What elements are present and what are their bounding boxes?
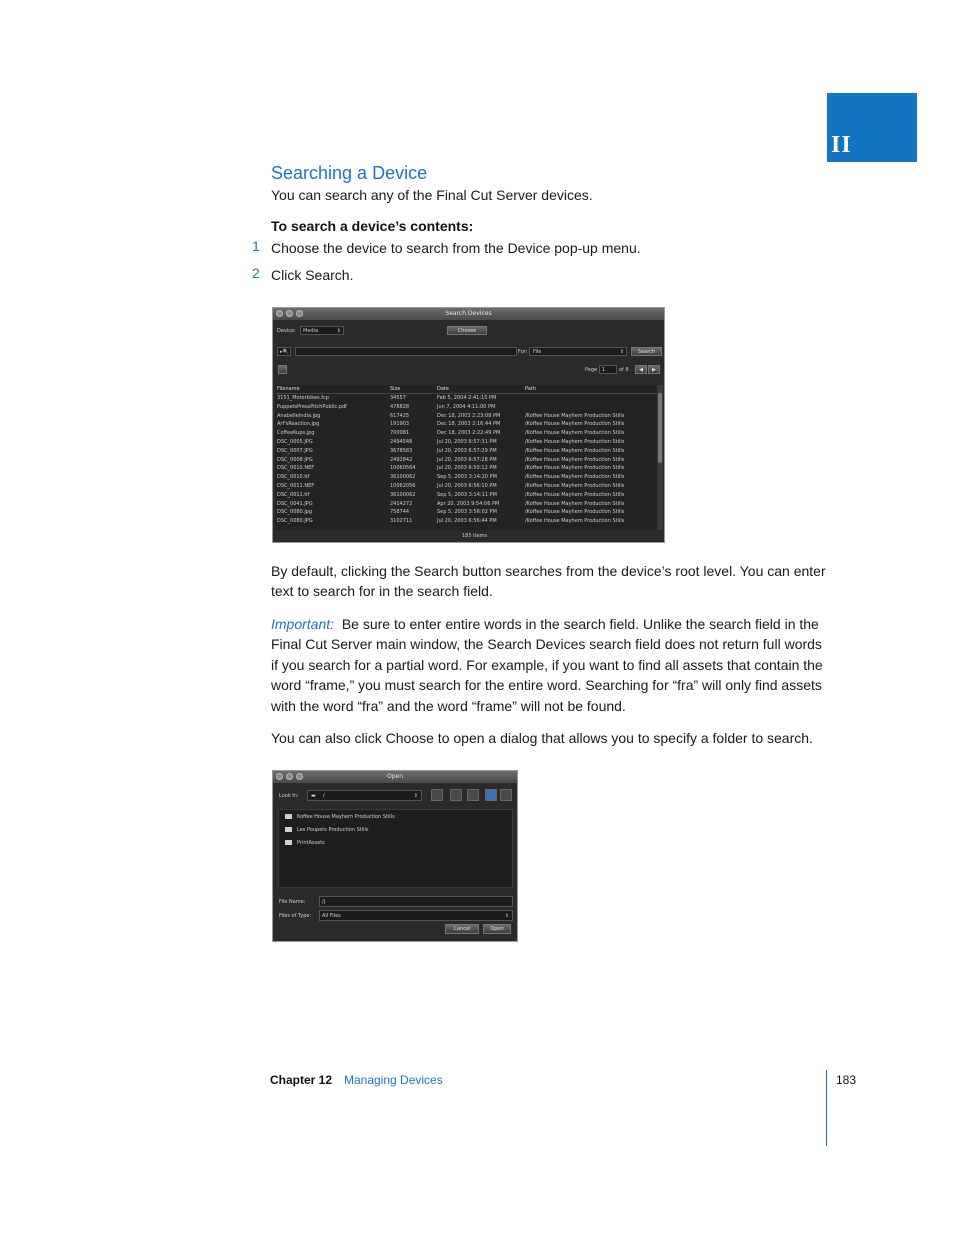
table-cell: 10060564 [390, 465, 416, 472]
table-cell: DSC_0010.tif [277, 474, 310, 481]
open-dialog [272, 770, 518, 942]
table-cell: /Koffee House Mayhem Production Stills [525, 430, 625, 437]
table-cell: 10062056 [390, 483, 416, 489]
task-heading: To search a device’s contents: [271, 218, 474, 234]
table-cell: Sep 5, 2003 3:14:20 PM [437, 474, 497, 481]
footer-chapter: Chapter 12 [270, 1073, 333, 1087]
list-item[interactable] [285, 840, 325, 846]
step-text: Click Search. [271, 267, 354, 283]
table-row[interactable] [275, 500, 658, 509]
important-label: Important: [271, 616, 335, 632]
table-row[interactable] [275, 438, 658, 447]
for-label: For: [518, 349, 528, 355]
table-cell: /Koffee House Mayhem Production Stills [525, 509, 625, 516]
important-text: Be sure to enter entire words in the search field. Unlike the search field in the Final Cut Server main window, the Search Devices search field does not return full words if you search for a partial word. For example, if you want to find all assets that contain the word “frame,” you must search for the entire word. Searching for “fra” will only find assets with the word “fra” and the word “frame” will not be found. [271, 616, 823, 714]
table-cell: 758744 [390, 509, 410, 516]
new-folder-icon[interactable] [467, 789, 479, 801]
table-cell: /Koffee House Mayhem Production Stills [525, 474, 625, 481]
page-label: Page [585, 367, 598, 373]
step-number: 1 [252, 238, 260, 254]
table-cell: 2414272 [390, 500, 413, 507]
table-cell: Jun 7, 2004 4:11:00 PM [437, 403, 496, 410]
page-stepper[interactable] [599, 365, 617, 374]
open-button[interactable]: Open [483, 924, 511, 934]
table-cell: /Koffee House Mayhem Production Stills [525, 439, 625, 445]
previous-page-button[interactable] [635, 365, 647, 374]
column-header[interactable]: Date [437, 386, 449, 392]
table-cell: /Koffee House Mayhem Production Stills [525, 500, 625, 507]
section-title: Searching a Device [271, 163, 428, 183]
step-text: Choose the device to search from the Device pop-up menu. [271, 240, 641, 256]
table-cell: Jul 20, 2003 6:50:12 PM [437, 465, 497, 472]
table-cell: 3678583 [390, 447, 413, 454]
file-list [278, 809, 513, 888]
folder-icon [285, 814, 292, 819]
table-row[interactable] [275, 473, 658, 482]
dialog-title: Search Devices [445, 310, 492, 317]
for-popup[interactable] [529, 347, 627, 356]
table-cell: 3151_Motorbikes.fcp [277, 395, 329, 401]
look-in-value: / [323, 793, 325, 799]
trash-icon[interactable] [278, 365, 287, 374]
table-cell: /Koffee House Mayhem Production Stills [525, 483, 625, 489]
table-row[interactable] [275, 447, 658, 456]
window-controls[interactable] [276, 310, 303, 317]
files-of-type-value: All Files [322, 913, 341, 919]
table-cell: Sep 5, 2003 3:56:02 PM [437, 509, 497, 516]
home-icon[interactable] [450, 789, 462, 801]
table-cell: /Koffee House Mayhem Production Stills [525, 518, 625, 525]
table-cell: 3102711 [390, 518, 413, 525]
dialog-title: Open [386, 773, 404, 780]
device-popup[interactable] [300, 326, 344, 335]
table-cell: DSC_0008.JPG [277, 456, 313, 463]
table-row[interactable] [275, 429, 658, 438]
table-cell: 191903 [390, 421, 410, 428]
paragraph: By default, clicking the Search button searches from the device’s root level. You can enter text to search for in the search field. [271, 563, 826, 600]
status-count: 185 items [462, 533, 488, 539]
table-cell: DSC_0011.NEF [277, 483, 315, 489]
part-tab [827, 93, 917, 162]
search-options[interactable] [277, 347, 291, 356]
zoom-icon[interactable] [296, 310, 303, 317]
chevron-updown-icon: ⇕ [619, 349, 624, 355]
table-cell: CoffeeKups.jpg [277, 430, 315, 437]
table-cell: Dec 18, 2003 2:23:08 PM [437, 412, 501, 419]
table-cell: 617425 [390, 412, 410, 419]
table-cell: AnabelleIndia.jpg [277, 412, 321, 419]
paragraph: You can also click Choose to open a dialog that allows you to specify a folder to search. [271, 730, 813, 746]
column-header[interactable]: Filename [277, 386, 300, 392]
minimize-icon[interactable] [286, 773, 293, 780]
folder-icon: ▬ [311, 793, 316, 799]
table-row[interactable] [275, 491, 658, 500]
table-cell: PuppetsPressPitchPublic.pdf [277, 403, 347, 410]
table-row[interactable] [275, 412, 658, 421]
table-row[interactable] [275, 482, 658, 491]
chevron-updown-icon: ⇕ [413, 793, 418, 799]
table-row[interactable] [275, 403, 658, 412]
folder-icon [285, 840, 292, 845]
list-item[interactable] [285, 827, 369, 833]
files-of-type-label: Files of Type: [279, 913, 312, 919]
minimize-icon[interactable] [286, 310, 293, 317]
file-name-input[interactable] [319, 896, 513, 907]
column-header[interactable]: Path [525, 386, 536, 392]
arrow-left-icon: ◀ [639, 367, 643, 373]
list-item[interactable] [285, 814, 395, 820]
file-name-label: File Name: [279, 899, 306, 905]
look-in-popup[interactable] [307, 790, 422, 801]
table-cell: 36100062 [390, 474, 416, 481]
cancel-button[interactable]: Cancel [445, 924, 479, 934]
table-cell: Dec 18, 2003 2:16:44 PM [437, 421, 501, 428]
table-cell: /Koffee House Mayhem Production Stills [525, 456, 625, 463]
page-value: 1 [602, 367, 606, 373]
look-in-label: Look In: [279, 793, 299, 799]
close-icon[interactable] [276, 310, 283, 317]
scroll-thumb[interactable] [658, 393, 662, 463]
intro-paragraph: You can search any of the Final Cut Server devices. [271, 187, 593, 203]
table-cell: DSC_0041.JPG [277, 500, 313, 507]
table-cell: Feb 5, 2004 2:41:15 PM [437, 395, 497, 401]
footer-divider [826, 1070, 827, 1146]
choose-button[interactable]: Choose [447, 326, 487, 335]
table-cell: DSC_0010.NEF [277, 465, 315, 472]
folder-icon [285, 827, 292, 832]
table-cell: Jul 20, 2003 6:56:10 PM [437, 483, 497, 489]
table-cell: Sep 5, 2003 3:14:11 PM [437, 491, 497, 498]
table-cell: /Koffee House Mayhem Production Stills [525, 412, 625, 419]
table-cell: Jul 20, 2003 6:57:29 PM [437, 447, 497, 454]
results-table [275, 385, 658, 530]
table-cell: Apr 20, 2003 9:54:06 PM [437, 500, 500, 507]
vertical-scrollbar[interactable] [657, 385, 663, 530]
table-row[interactable] [275, 508, 658, 517]
table-row[interactable] [275, 420, 658, 429]
dialog-titlebar [273, 308, 664, 320]
item-label: Koffee House Mayhem Production Stills [297, 814, 395, 820]
table-cell: 2494548 [390, 439, 413, 445]
device-label: Device: [277, 328, 296, 334]
table-cell: 36100062 [390, 491, 416, 498]
chevron-updown-icon: ⇕ [336, 328, 341, 334]
device-value: Media [303, 328, 319, 334]
table-cell: Jul 20, 2003 6:57:31 PM [437, 439, 497, 445]
file-name-value: /| [322, 899, 326, 905]
table-row[interactable] [275, 517, 658, 526]
window-controls[interactable] [276, 773, 303, 780]
part-tab-label: II [831, 132, 852, 158]
table-header [275, 385, 658, 394]
page-number: 183 [836, 1073, 857, 1087]
important-note [271, 614, 831, 716]
up-folder-icon[interactable] [431, 789, 443, 801]
close-icon[interactable] [276, 773, 283, 780]
table-cell: /Koffee House Mayhem Production Stills [525, 421, 625, 428]
table-row[interactable] [275, 394, 658, 403]
table-cell: DSC_0080.jpg [277, 509, 313, 516]
next-page-button[interactable] [648, 365, 660, 374]
item-label: PrintAssets [297, 840, 325, 846]
table-cell: 478828 [390, 403, 410, 410]
table-cell: Arf'sReaction.jpg [277, 421, 320, 428]
for-value: File [533, 349, 542, 355]
chevron-updown-icon: ⇕ [504, 913, 509, 919]
item-label: Les Poupets Production Stills [297, 827, 369, 833]
column-header[interactable]: Size [390, 386, 401, 392]
files-of-type-popup[interactable] [319, 910, 513, 921]
table-cell: DSC_0005.JPG [277, 439, 313, 445]
dialog-titlebar [273, 771, 517, 783]
table-row[interactable] [275, 456, 658, 465]
table-cell: 700081 [390, 430, 410, 437]
table-cell: DSC_0080.JPG [277, 518, 313, 525]
list-view-icon[interactable] [485, 789, 497, 801]
zoom-icon[interactable] [296, 773, 303, 780]
search-button[interactable]: Search [631, 347, 662, 356]
table-cell: Dec 18, 2003 2:22:49 PM [437, 430, 501, 437]
arrow-right-icon: ▶ [652, 367, 656, 373]
table-cell: 2492842 [390, 456, 413, 463]
table-cell: DSC_0007.JPG [277, 447, 313, 454]
table-cell: 34557 [390, 395, 406, 401]
table-cell: Jul 20, 2003 6:57:28 PM [437, 456, 497, 463]
table-cell: Jul 20, 2003 6:56:44 PM [437, 518, 497, 525]
footer-chapter-name: Managing Devices [344, 1073, 443, 1087]
table-cell: /Koffee House Mayhem Production Stills [525, 447, 625, 454]
table-row[interactable] [275, 464, 658, 473]
search-input[interactable] [295, 347, 517, 356]
search-icon: ▸🔍 [280, 349, 289, 355]
details-view-icon[interactable] [500, 789, 512, 801]
search-devices-dialog [272, 307, 665, 543]
table-cell: /Koffee House Mayhem Production Stills [525, 465, 625, 472]
step-number: 2 [252, 265, 260, 281]
table-cell: /Koffee House Mayhem Production Stills [525, 491, 625, 498]
page-count: of 8 [619, 367, 629, 373]
table-cell: DSC_0011.tif [277, 491, 310, 498]
